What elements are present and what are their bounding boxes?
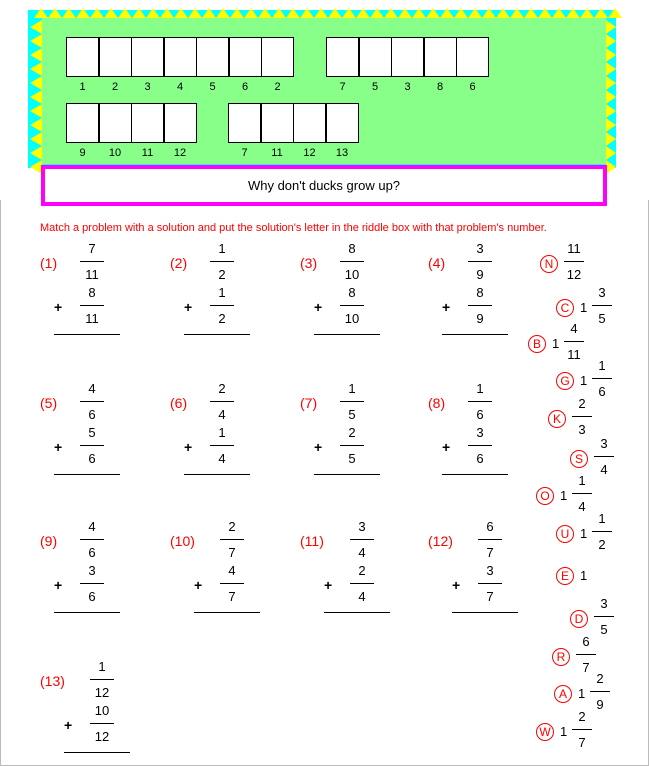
- plus-sign: +: [54, 577, 63, 593]
- riddle-box-number: 6: [241, 81, 249, 93]
- denominator: 11: [85, 311, 99, 326]
- plus-sign: +: [442, 439, 451, 455]
- problem-label: (10): [170, 533, 195, 549]
- fraction-bar: [576, 654, 596, 655]
- fraction-bar: [478, 583, 502, 584]
- answer-line: [54, 474, 120, 475]
- problem-label: (6): [170, 395, 188, 411]
- solution-fraction: [576, 634, 596, 675]
- problem-label: (1): [40, 255, 58, 271]
- solution-letter-badge: D: [570, 610, 588, 628]
- problem-fraction-b: [80, 563, 104, 604]
- problem-fraction-a: [210, 241, 234, 282]
- riddle-box-number: 12: [303, 147, 316, 159]
- problem-label: (2): [170, 255, 188, 271]
- solution-fraction: [590, 671, 610, 712]
- solution-whole-number: 1: [580, 568, 588, 583]
- denominator: 6: [88, 545, 96, 560]
- numerator: 8: [348, 241, 356, 256]
- fraction-bar: [572, 729, 592, 730]
- fraction-bar: [350, 539, 374, 540]
- solution-letter-badge: U: [556, 525, 574, 543]
- plus-sign: +: [184, 439, 193, 455]
- denominator: 7: [582, 660, 590, 675]
- solution-fraction: [592, 285, 612, 326]
- fraction-bar: [90, 723, 114, 724]
- answer-line: [314, 474, 380, 475]
- fraction-bar: [80, 445, 104, 446]
- denominator: 9: [476, 311, 484, 326]
- solution-whole-number: 1: [578, 686, 586, 701]
- problem-fraction-a: [340, 241, 364, 282]
- problem-fraction-a: [350, 519, 374, 560]
- answer-line: [324, 612, 390, 613]
- problem-label: (11): [300, 533, 324, 549]
- denominator: 11: [85, 267, 99, 282]
- numerator: 2: [348, 425, 356, 440]
- fraction-bar: [468, 401, 492, 402]
- numerator: 2: [596, 671, 604, 686]
- solution-letter-badge: K: [548, 410, 566, 428]
- denominator: 7: [228, 545, 236, 560]
- riddle-answer-box[interactable]: [228, 103, 261, 143]
- numerator: 3: [358, 519, 366, 534]
- fraction-bar: [80, 583, 104, 584]
- riddle-answer-box[interactable]: [261, 103, 294, 143]
- answer-line: [64, 752, 130, 753]
- numerator: 2: [218, 381, 226, 396]
- riddle-box-number: 12: [173, 147, 187, 159]
- riddle-box-number: 11: [271, 147, 283, 159]
- numerator: 1: [218, 425, 226, 440]
- numerator: 2: [578, 396, 586, 411]
- riddle-answer-box[interactable]: [326, 103, 359, 143]
- problem-fraction-a: [220, 519, 244, 560]
- fraction-bar: [340, 305, 364, 306]
- denominator: 5: [348, 451, 356, 466]
- fraction-bar: [592, 378, 612, 379]
- riddle-answer-box[interactable]: [131, 37, 164, 77]
- solution-letter-badge: A: [554, 685, 572, 703]
- solution-fraction: [572, 709, 592, 750]
- numerator: 3: [476, 425, 484, 440]
- solution-whole-number: 1: [580, 526, 588, 541]
- solution-letter-badge: O: [536, 487, 554, 505]
- fraction-bar: [468, 305, 492, 306]
- fraction-bar: [210, 305, 234, 306]
- riddle-answer-box[interactable]: [99, 37, 132, 77]
- problem-fraction-b: [220, 563, 244, 604]
- denominator: 4: [358, 589, 366, 604]
- answer-line: [314, 334, 380, 335]
- denominator: 10: [344, 267, 360, 282]
- riddle-answer-box[interactable]: [424, 37, 457, 77]
- fraction-bar: [468, 261, 492, 262]
- fraction-bar: [340, 445, 364, 446]
- solution-fraction: [592, 511, 612, 552]
- problem-fraction-a: [468, 381, 492, 422]
- denominator: 4: [358, 545, 366, 560]
- answer-line: [442, 334, 508, 335]
- numerator: 1: [218, 285, 226, 300]
- numerator: 8: [348, 285, 356, 300]
- solution-fraction: [572, 396, 592, 437]
- plus-sign: +: [194, 577, 203, 593]
- denominator: 6: [88, 589, 96, 604]
- problem-fraction-b: [210, 285, 234, 326]
- numerator: 4: [228, 563, 236, 578]
- denominator: 5: [348, 407, 356, 422]
- denominator: 2: [218, 311, 226, 326]
- riddle-box-number: 3: [144, 81, 151, 93]
- riddle-box-number: 3: [404, 81, 411, 93]
- fraction-bar: [90, 679, 114, 680]
- numerator: 6: [486, 519, 494, 534]
- problem-fraction-a: [80, 519, 104, 560]
- riddle-answer-box[interactable]: [99, 103, 132, 143]
- riddle-box-number: 13: [335, 147, 349, 159]
- numerator: 3: [476, 241, 484, 256]
- numerator: 1: [476, 381, 484, 396]
- solution-fraction: [564, 241, 584, 282]
- numerator: 1: [348, 381, 356, 396]
- riddle-box-number: 2: [274, 81, 281, 93]
- denominator: 7: [486, 589, 494, 604]
- riddle-question: Why don't ducks grow up?: [41, 165, 607, 206]
- answer-line: [54, 334, 120, 335]
- numerator: 3: [486, 563, 494, 578]
- solution-fraction: [564, 321, 584, 362]
- fraction-bar: [564, 341, 584, 342]
- plus-sign: +: [314, 299, 323, 315]
- instructions: Match a problem with a solution and put the solution's letter in the riddle box with that problem's number.: [40, 222, 547, 234]
- fraction-bar: [210, 401, 234, 402]
- denominator: 4: [218, 451, 226, 466]
- fraction-bar: [468, 445, 492, 446]
- riddle-answer-box[interactable]: [359, 37, 392, 77]
- riddle-answer-box[interactable]: [391, 37, 424, 77]
- problem-fraction-b: [468, 285, 492, 326]
- answer-line: [452, 612, 518, 613]
- problem-label: (7): [300, 395, 318, 411]
- problem-fraction-b: [80, 425, 104, 466]
- solution-letter-badge: N: [540, 255, 558, 273]
- problem-label: (4): [428, 255, 446, 271]
- fraction-bar: [80, 305, 104, 306]
- problem-fraction-b: [90, 703, 114, 744]
- riddle-box-number: 9: [79, 147, 86, 159]
- problem-fraction-a: [80, 241, 104, 282]
- solution-letter-badge: S: [570, 450, 588, 468]
- denominator: 5: [600, 622, 608, 637]
- riddle-answer-box[interactable]: [229, 37, 262, 77]
- fraction-bar: [340, 261, 364, 262]
- plus-sign: +: [184, 299, 193, 315]
- plus-sign: +: [314, 439, 323, 455]
- numerator: 10: [94, 703, 110, 718]
- solution-whole-number: 1: [560, 488, 568, 503]
- fraction-bar: [572, 416, 592, 417]
- riddle-answer-box[interactable]: [164, 37, 197, 77]
- plus-sign: +: [452, 577, 461, 593]
- solution-letter-badge: E: [556, 567, 574, 585]
- fraction-bar: [350, 583, 374, 584]
- fraction-bar: [80, 401, 104, 402]
- problem-fraction-b: [210, 425, 234, 466]
- problem-fraction-a: [478, 519, 502, 560]
- fraction-bar: [478, 539, 502, 540]
- denominator: 12: [94, 729, 110, 744]
- problem-fraction-a: [340, 381, 364, 422]
- problem-label: (9): [40, 533, 58, 549]
- numerator: 1: [598, 511, 606, 526]
- denominator: 9: [476, 267, 484, 282]
- denominator: 10: [344, 311, 360, 326]
- problem-fraction-b: [478, 563, 502, 604]
- riddle-answer-box[interactable]: [66, 37, 99, 77]
- fraction-bar: [594, 616, 614, 617]
- numerator: 3: [600, 436, 608, 451]
- numerator: 2: [228, 519, 236, 534]
- denominator: 6: [88, 451, 96, 466]
- fraction-bar: [210, 261, 234, 262]
- problem-fraction-b: [340, 425, 364, 466]
- riddle-answer-box[interactable]: [196, 37, 229, 77]
- numerator: 1: [218, 241, 226, 256]
- numerator: 3: [88, 563, 96, 578]
- solution-letter-badge: G: [556, 372, 574, 390]
- denominator: 12: [94, 685, 110, 700]
- solution-whole-number: 1: [580, 300, 588, 315]
- riddle-box-number: 10: [108, 147, 122, 159]
- answer-line: [184, 474, 250, 475]
- plus-sign: +: [54, 439, 63, 455]
- denominator: 4: [600, 462, 608, 477]
- fraction-bar: [220, 583, 244, 584]
- problem-fraction-b: [340, 285, 364, 326]
- denominator: 9: [596, 697, 604, 712]
- numerator: 6: [582, 634, 590, 649]
- riddle-answer-box[interactable]: [293, 103, 326, 143]
- riddle-box-number: 7: [241, 147, 248, 159]
- problem-fraction-a: [468, 241, 492, 282]
- riddle-answer-box[interactable]: [261, 37, 294, 77]
- riddle-box-number: 2: [111, 81, 119, 93]
- riddle-box-number: 5: [209, 81, 216, 93]
- problem-fraction-b: [468, 425, 492, 466]
- fraction-bar: [80, 539, 104, 540]
- plus-sign: +: [324, 577, 333, 593]
- numerator: 1: [98, 659, 106, 674]
- denominator: 11: [567, 347, 581, 362]
- solution-fraction: [572, 473, 592, 514]
- problem-fraction-a: [90, 659, 114, 700]
- riddle-answer-box[interactable]: [66, 103, 99, 143]
- fraction-bar: [210, 445, 234, 446]
- problem-fraction-b: [350, 563, 374, 604]
- fraction-bar: [594, 456, 614, 457]
- numerator: 4: [88, 519, 96, 534]
- numerator: 1: [578, 473, 586, 488]
- problem-label: (8): [428, 395, 446, 411]
- fraction-bar: [590, 691, 610, 692]
- riddle-box-number: 11: [141, 147, 154, 159]
- numerator: 5: [88, 425, 96, 440]
- denominator: 7: [228, 589, 236, 604]
- denominator: 6: [476, 451, 484, 466]
- problem-fraction-b: [80, 285, 104, 326]
- denominator: 2: [598, 537, 606, 552]
- numerator: 8: [476, 285, 484, 300]
- fraction-bar: [564, 261, 584, 262]
- numerator: 4: [88, 381, 96, 396]
- answer-line: [184, 334, 250, 335]
- problem-fraction-a: [210, 381, 234, 422]
- riddle-box-number: 5: [371, 81, 379, 93]
- problem-label: (3): [300, 255, 318, 271]
- denominator: 6: [598, 384, 606, 399]
- plus-sign: +: [54, 299, 63, 315]
- denominator: 4: [218, 407, 226, 422]
- problem-label: (13): [40, 673, 65, 689]
- numerator: 7: [88, 241, 96, 256]
- solution-fraction: [592, 358, 612, 399]
- denominator: 3: [578, 422, 586, 437]
- denominator: 7: [486, 545, 494, 560]
- riddle-box-number: 1: [79, 81, 86, 93]
- denominator: 12: [566, 267, 582, 282]
- solution-fraction: [594, 436, 614, 477]
- numerator: 2: [358, 563, 366, 578]
- problem-label: (5): [40, 395, 58, 411]
- riddle-box-number: 8: [436, 81, 444, 93]
- denominator: 7: [578, 735, 586, 750]
- denominator: 5: [598, 311, 606, 326]
- riddle-answer-box[interactable]: [131, 103, 164, 143]
- riddle-box-number: 4: [176, 81, 184, 93]
- riddle-box-number: 6: [469, 81, 476, 93]
- numerator: 2: [578, 709, 586, 724]
- problem-label: (12): [428, 533, 453, 549]
- answer-line: [194, 612, 260, 613]
- solution-whole-number: 1: [552, 336, 560, 351]
- fraction-bar: [220, 539, 244, 540]
- riddle-answer-box[interactable]: [164, 103, 197, 143]
- riddle-answer-box[interactable]: [456, 37, 489, 77]
- fraction-bar: [592, 531, 612, 532]
- riddle-box-number: 7: [339, 81, 346, 93]
- answer-line: [442, 474, 508, 475]
- problem-fraction-a: [80, 381, 104, 422]
- numerator: 3: [598, 285, 606, 300]
- solution-whole-number: 1: [580, 373, 588, 388]
- answer-line: [54, 612, 120, 613]
- numerator: 3: [600, 596, 608, 611]
- solution-whole-number: 1: [560, 724, 568, 739]
- solution-letter-badge: B: [528, 335, 546, 353]
- solution-fraction: [594, 596, 614, 637]
- solution-letter-badge: W: [536, 723, 554, 741]
- numerator: 8: [88, 285, 96, 300]
- riddle-answer-box[interactable]: [326, 37, 359, 77]
- solution-letter-badge: R: [552, 648, 570, 666]
- denominator: 6: [88, 407, 96, 422]
- fraction-bar: [80, 261, 104, 262]
- fraction-bar: [340, 401, 364, 402]
- denominator: 4: [578, 499, 586, 514]
- plus-sign: +: [442, 299, 451, 315]
- numerator: 4: [570, 321, 578, 336]
- numerator: 1: [598, 358, 606, 373]
- fraction-bar: [592, 305, 612, 306]
- denominator: 6: [476, 407, 484, 422]
- denominator: 2: [218, 267, 226, 282]
- numerator: 11: [567, 241, 581, 256]
- solution-letter-badge: C: [556, 299, 574, 317]
- plus-sign: +: [64, 717, 73, 733]
- fraction-bar: [572, 493, 592, 494]
